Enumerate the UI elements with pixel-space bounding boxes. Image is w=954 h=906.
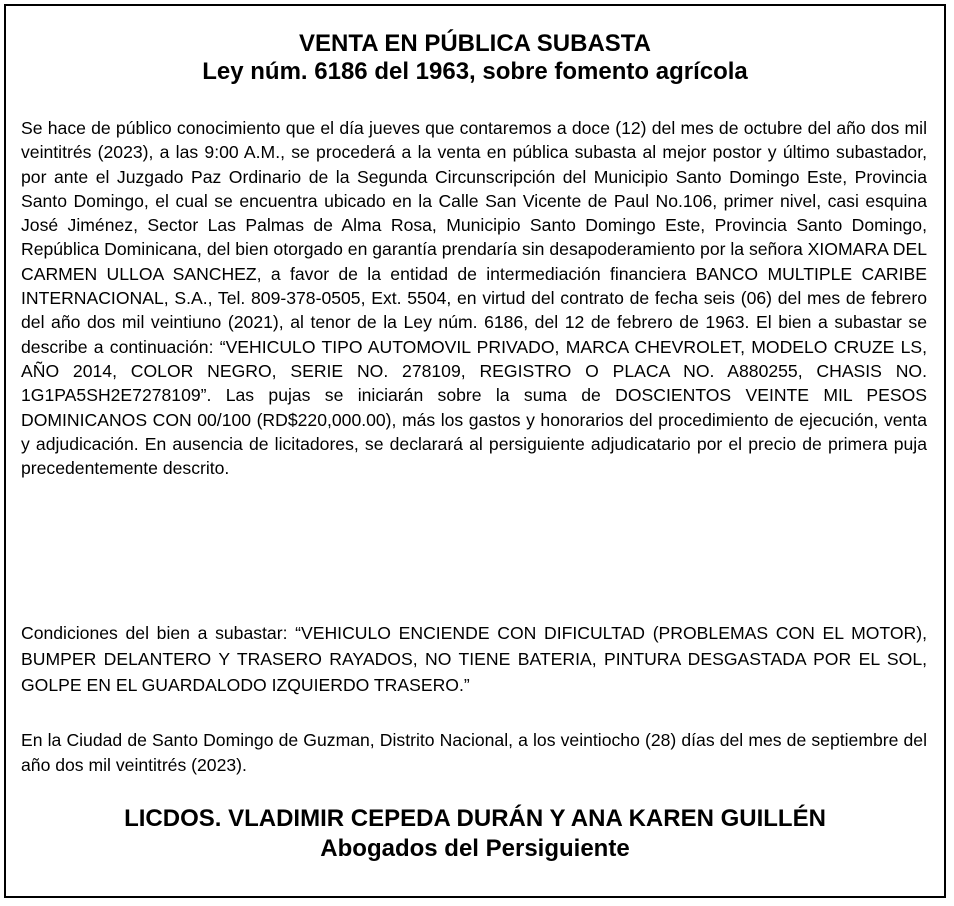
notice-body-paragraph: Se hace de público conocimiento que el día jueves que contaremos a doce (12) del mes de octubre del año dos mil veintitrés (2023), a las 9:00 A.M., se procederá a la venta en pública subasta al mejor postor y último subastador, por ante el Juzgado Paz Ordinario de la Segunda Circunscripción del Municipio Santo Domingo Este, Provincia Santo Domingo, el cual se encuentra ubicado en la Calle San Vicente de Paul No.106, primer nivel, casi esquina José Jiménez, Sector Las Palmas de Alma Rosa, Municipio Santo Domingo Este, Provincia Santo Domingo, República Dominicana, del bien otorgado en garantía prendaría sin desapoderamiento por la señora XIOMARA DEL CARMEN ULLOA SANCHEZ, a favor de la entidad de intermediación financiera BANCO MULTIPLE CARIBE INTERNACIONAL, S.A., Tel. 809-378-0505, Ext. 5504, en virtud del contrato de fecha seis (06) del mes de febrero del año dos mil veintiuno (2021), al tenor de la Ley núm. 6186, del 12 de febrero de 1963. El bien a subastar se describe a continuación: “VEHICULO TIPO AUTOMOVIL PRIVADO, MARCA CHEVROLET, MODELO CRUZE LS, AÑO 2014, COLOR NEGRO, SERIE NO. 278109, REGISTRO O PLACA NO. A880255, CHASIS NO. 1G1PA5SH2E7278109”. Las pujas se iniciarán sobre la suma de DOSCIENTOS VEINTE MIL PESOS DOMINICANOS CON 00/100 (RD$220,000.00), más los gastos y honorarios del procedimiento de ejecución, venta y adjudicación. En ausencia de licitadores, se declarará al persiguiente adjudicatario por el precio de primera puja precedentemente descrito.	[21, 118, 927, 479]
signatories-role: Abogados del Persiguiente	[320, 835, 630, 862]
conditions-paragraph: Condiciones del bien a subastar: “VEHICULO ENCIENDE CON DIFICULTAD (PROBLEMAS CON EL MOTOR), BUMPER DELANTERO Y TRASERO RAYADOS, NO TIENE BATERIA, PINTURA DESGASTADA POR EL SOL, GOLPE EN EL GUARDALODO IZQUIERDO TRASERO.”	[21, 623, 927, 695]
place-date-paragraph: En la Ciudad de Santo Domingo de Guzman, Distrito Nacional, a los veintiocho (28) días del mes de septiembre del año dos mil veintitrés (2023).	[21, 730, 927, 775]
notice-subtitle: Ley núm. 6186 del 1963, sobre fomento agrícola	[202, 58, 748, 85]
notice-title: VENTA EN PÚBLICA SUBASTA	[298, 30, 651, 57]
signatories: LICDOS. VLADIMIR CEPEDA DURÁN Y ANA KAREN GUILLÉN	[124, 805, 826, 832]
